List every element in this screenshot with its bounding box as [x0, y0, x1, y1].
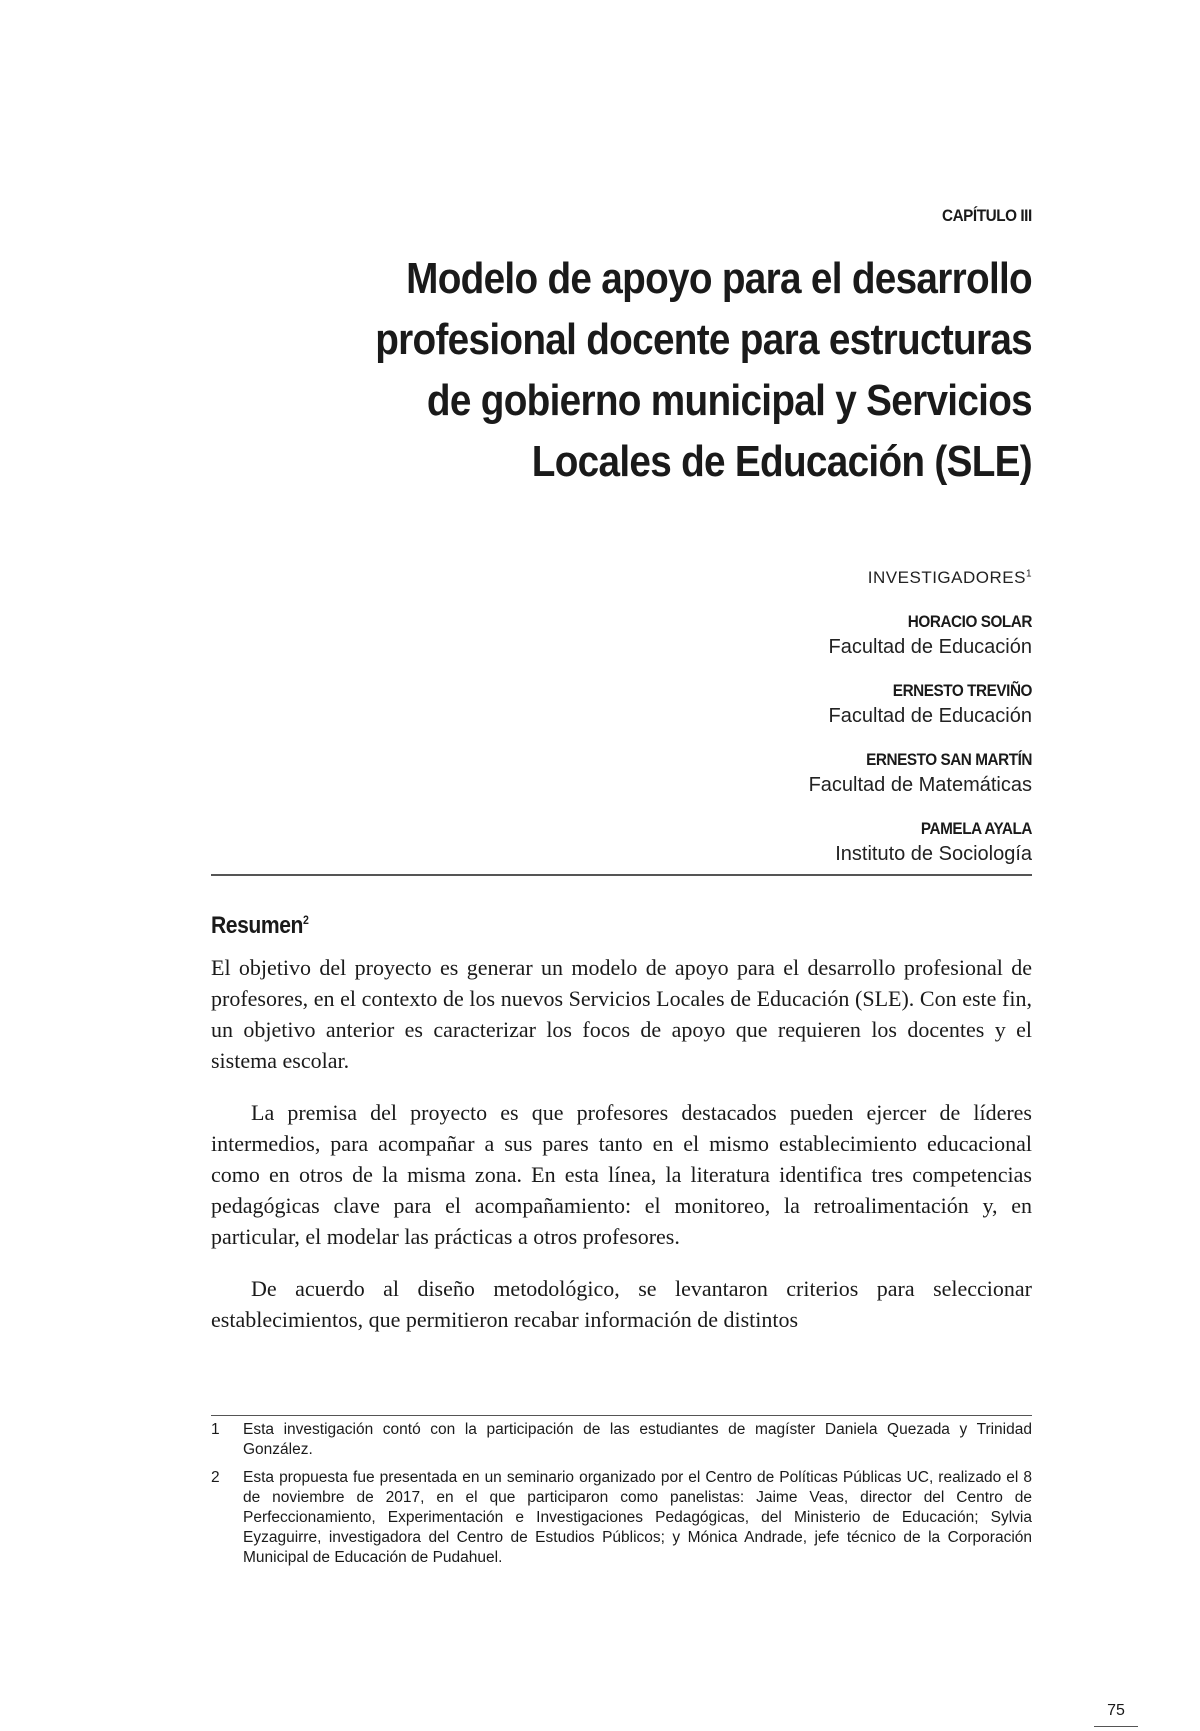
author-name: HORACIO SOLAR	[907, 612, 1032, 631]
section-divider	[211, 874, 1032, 876]
author-entry	[532, 750, 1032, 797]
footnote-text: Esta investigación contó con la participación de las estudiantes de magíster Daniela Quezada y Trinidad González.	[243, 1421, 1032, 1458]
researchers-block	[532, 568, 1032, 888]
footnote	[211, 1468, 1032, 1568]
footnote-ref: 2	[303, 913, 309, 927]
summary-paragraph: La premisa del proyecto es que profesores destacados pueden ejercer de líderes intermedios, para acompañar a sus pares tanto en el mismo establecimiento educacional como en otros de la misma zona. En esta línea, la literatura identifica tres competencias pedagógicas clave para el acompañamiento: el monitoreo, la retroalimentación y, en particular, el modelar las prácticas a otros profesores.	[211, 1100, 1032, 1249]
footnote-ref: 1	[1025, 568, 1032, 580]
author-name: PAMELA AYALA	[920, 819, 1032, 838]
summary-paragraph: El objetivo del proyecto es generar un modelo de apoyo para el desarrollo profesional de profesores, en el contexto de los nuevos Servicios Locales de Educación (SLE). Con este fin, un objetivo anterior es caracterizar los focos de apoyo que requieren los docentes y el sistema escolar.	[211, 955, 1032, 1073]
title-line: Locales de Educación (SLE)	[531, 437, 1032, 486]
author-entry	[532, 612, 1032, 659]
author-affiliation: Instituto de Sociología	[835, 843, 1032, 865]
author-name: ERNESTO TREVIÑO	[892, 681, 1032, 700]
author-affiliation: Facultad de Educación	[828, 636, 1032, 658]
footnote-number: 2	[211, 1469, 220, 1486]
title-line: profesional docente para estructuras	[375, 315, 1033, 364]
summary-body	[211, 952, 1032, 1356]
researchers-heading	[532, 568, 1032, 588]
author-affiliation: Facultad de Educación	[828, 705, 1032, 727]
footnote-number: 1	[211, 1421, 220, 1438]
summary-heading	[211, 912, 308, 940]
title-line: de gobierno municipal y Servicios	[426, 376, 1032, 425]
summary-paragraph: De acuerdo al diseño metodológico, se levantaron criterios para seleccionar establecimientos, que permitieron recabar información de distintos	[211, 1276, 1032, 1332]
chapter-title	[258, 248, 1032, 492]
summary-heading-text: Resumen	[211, 912, 304, 939]
footnote-divider	[211, 1415, 1032, 1416]
author-name: ERNESTO SAN MARTÍN	[866, 750, 1032, 769]
page-number: 75	[1107, 1702, 1125, 1719]
chapter-label: CAPÍTULO III	[942, 206, 1032, 225]
title-line: Modelo de apoyo para el desarrollo	[406, 254, 1032, 303]
author-affiliation: Facultad de Matemáticas	[808, 774, 1032, 796]
page-number-rule	[1094, 1726, 1138, 1727]
author-entry	[532, 819, 1032, 866]
footnotes	[211, 1420, 1032, 1576]
researchers-heading-text: INVESTIGADORES	[867, 568, 1026, 587]
footnote	[211, 1420, 1032, 1460]
footnote-text: Esta propuesta fue presentada en un seminario organizado por el Centro de Políticas Públicas UC, realizado el 8 de noviembre de 2017, en el que participaron como panelistas: Jaime Veas, director del Centro de Perfeccionamiento, Experimentación e Investigaciones Pedagógicas, del Ministerio de Educación; Sylvia Eyzaguirre, investigadora del Centro de Estudios Públicos; y Mónica Andrade, jefe técnico de la Corporación Municipal de Educación de Pudahuel.	[243, 1469, 1032, 1566]
author-entry	[532, 681, 1032, 728]
